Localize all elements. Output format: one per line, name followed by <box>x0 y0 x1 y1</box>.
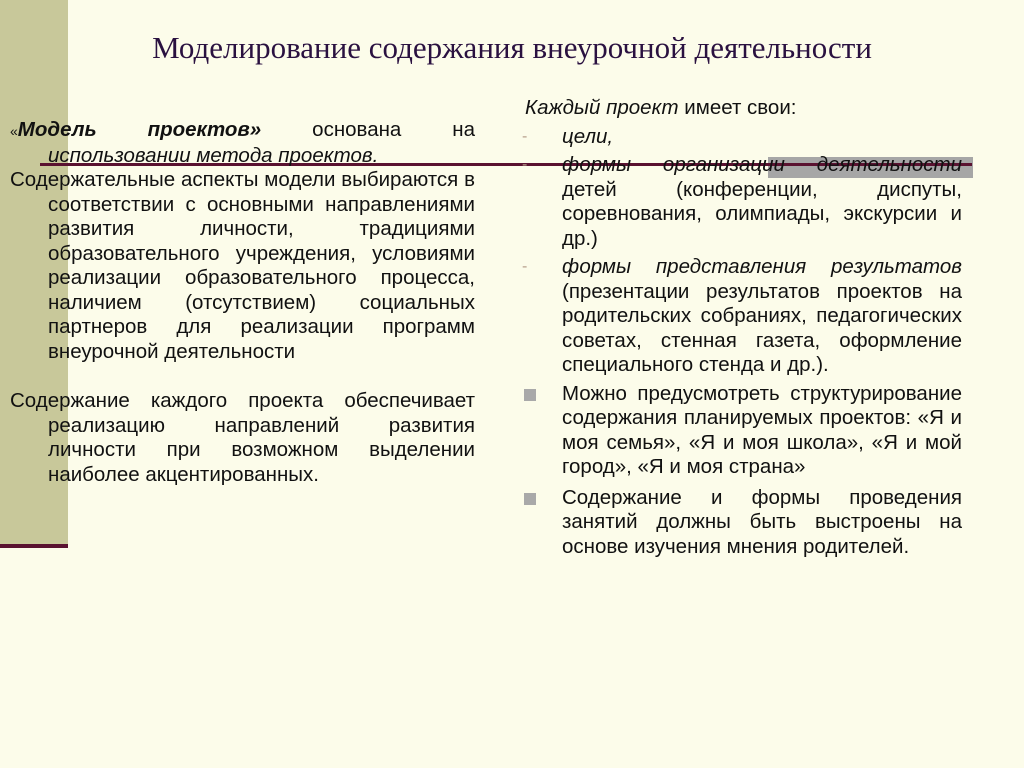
method-text: использовании метода проектов. <box>48 143 379 167</box>
list-item-organization-forms <box>522 153 962 251</box>
list-item-result-forms <box>522 255 962 378</box>
list-item-goals <box>522 125 962 150</box>
list-item-structuring <box>522 382 962 480</box>
org-forms-italic: формы организации деятельности <box>562 153 962 176</box>
dash-bullet-icon: - <box>522 258 528 275</box>
intro-italic: Каждый проект <box>525 96 679 119</box>
content-paragraph: Содержание каждого проекта обеспечивает реализацию направлений развития личности при возможном выделении наиболее акцентированных. <box>10 389 475 486</box>
structuring-text: Можно предусмотреть структурирование содержания планируемых проектов: «Я и моя семья», «Я и моя школа», «Я и мой город», «Я и моя страна» <box>562 381 962 478</box>
square-bullet-icon <box>524 389 536 401</box>
right-column <box>522 96 962 565</box>
open-quote: « <box>10 123 18 139</box>
strip-bottom-line <box>0 544 68 548</box>
slide-title: Моделирование содержания внеурочной деятельности <box>152 30 872 65</box>
model-name: Модель проектов» <box>17 118 262 141</box>
square-bullet-icon <box>524 493 536 505</box>
result-forms-text: (презентации результатов проектов на родительских собраниях, педагогических советах, стенная газета, оформление специального стенда и др.). <box>562 279 962 376</box>
model-text: основана на <box>261 118 475 141</box>
dash-bullet-icon: - <box>522 127 528 145</box>
list-item-parents-opinion <box>522 486 962 560</box>
aspects-paragraph: Содержательные аспекты модели выбираются в соответствии с основными направлениями развития личности, традициями образовательного учреждения, условиями реализации образовательного процесса, наличием (отсутствием) социальных партнеров для реализации программ внеурочной деятельности <box>10 168 475 363</box>
intro-plain: имеет свои: <box>678 96 797 119</box>
left-column <box>10 118 475 487</box>
result-forms-italic: формы представления результатов <box>562 255 962 278</box>
org-forms-text: детей (конференции, диспуты, соревнования, олимпиады, экскурсии и др.) <box>562 177 962 250</box>
project-model-paragraph <box>10 118 475 168</box>
project-features-list <box>522 125 962 560</box>
dash-bullet-icon: - <box>522 156 528 173</box>
goals-text: цели, <box>562 124 614 148</box>
parents-opinion-text: Содержание и формы проведения занятий должны быть выстроены на основе изучения мнения родителей. <box>562 485 962 558</box>
right-intro <box>525 96 962 121</box>
